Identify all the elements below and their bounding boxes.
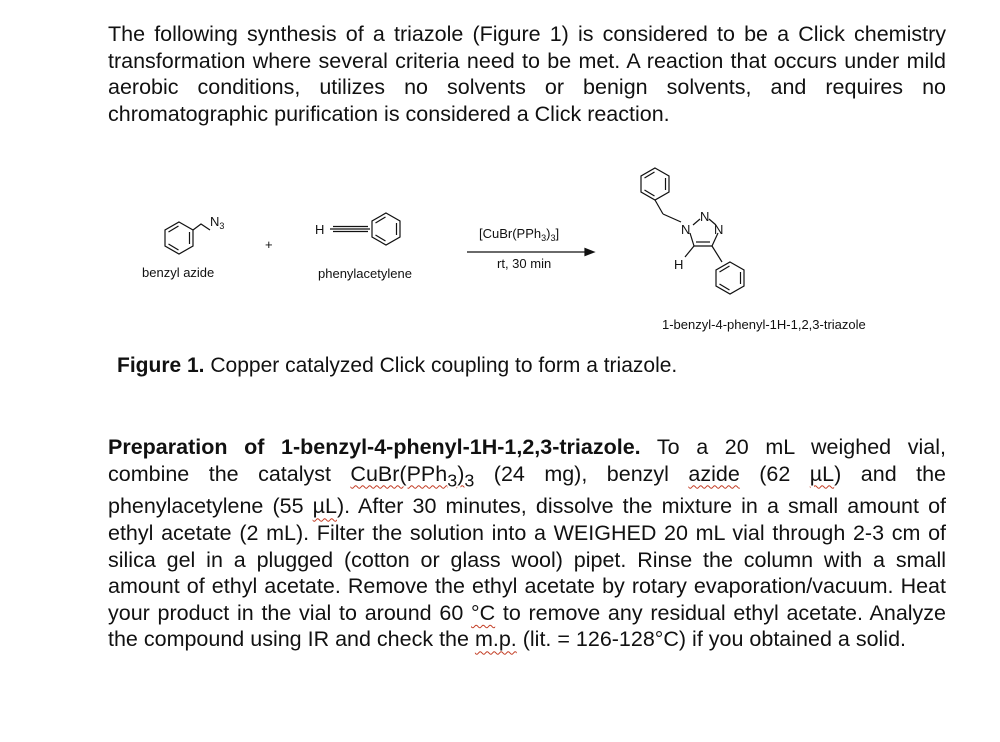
phenylacetylene-structure xyxy=(330,213,400,245)
triazole-n2-label: N xyxy=(700,209,710,224)
plus-sign: + xyxy=(265,237,273,252)
figure-caption: Figure 1. Copper catalyzed Click coupling to form a triazole. xyxy=(117,354,678,377)
reaction-arrow xyxy=(467,249,594,256)
catalyst-label: $[CuBr(PPh_3)_3]$ xyxy=(479,226,560,243)
product-label: 1-benzyl-4-phenyl-1H-1,2,3-triazole xyxy=(662,317,866,332)
triazole-product-structure xyxy=(641,168,744,294)
preparation-paragraph: Preparation of 1-benzyl-4-phenyl-1H-1,2,3-triazole. To a 20 mL weighed vial, combine the catalyst $CuBr(PPh_3)_3$ (24 mg), benzyl azide (62 µL) and the phenylacetylene (55 µL). After 30 minutes, dissolve the mixture in a small amount of ethyl acetate (2 mL). Filter the solution into a WEIGHED 20 mL vial through 2-3 cm of silica gel in a plugged (cotton or glass wool) pipet. Rinse the column with a small amount of ethyl acetate. Remove the ethyl acetate by rotary evaporation/vacuum. Heat your product in the vial to around 60 °C to remove any residual ethyl acetate. Analyze the compound using IR and check the m.p. (lit. = 126-128°C) if you obtained a solid. xyxy=(108,435,947,652)
benzyl-azide-ring xyxy=(165,222,210,254)
preparation-title: Preparation of 1-benzyl-4-phenyl-1H-1,2,3-triazole. xyxy=(108,435,641,459)
intro-paragraph: The following synthesis of a triazole (Figure 1) is considered to be a Click chemistry transformation where several criteria need to be met. A reaction that occurs under mild aerobic conditions, utilizes no solvents or benign solvents, and requires no chromatographic purification is considered a Click reaction. xyxy=(108,22,946,126)
conditions-label: rt, 30 min xyxy=(497,256,552,271)
phenylacetylene-label: phenylacetylene xyxy=(318,266,412,281)
triazole-n3-label: N xyxy=(714,222,724,237)
triazole-n1-label: N xyxy=(681,222,691,237)
benzyl-azide-label: benzyl azide xyxy=(142,265,215,280)
alkyne-hydrogen-label: H xyxy=(315,222,325,237)
azide-group-label: $N_3$ xyxy=(210,214,225,231)
catalyst-formula: CuBr(PPh$_3$) xyxy=(350,461,465,490)
triazole-hydrogen-label: H xyxy=(674,257,684,272)
